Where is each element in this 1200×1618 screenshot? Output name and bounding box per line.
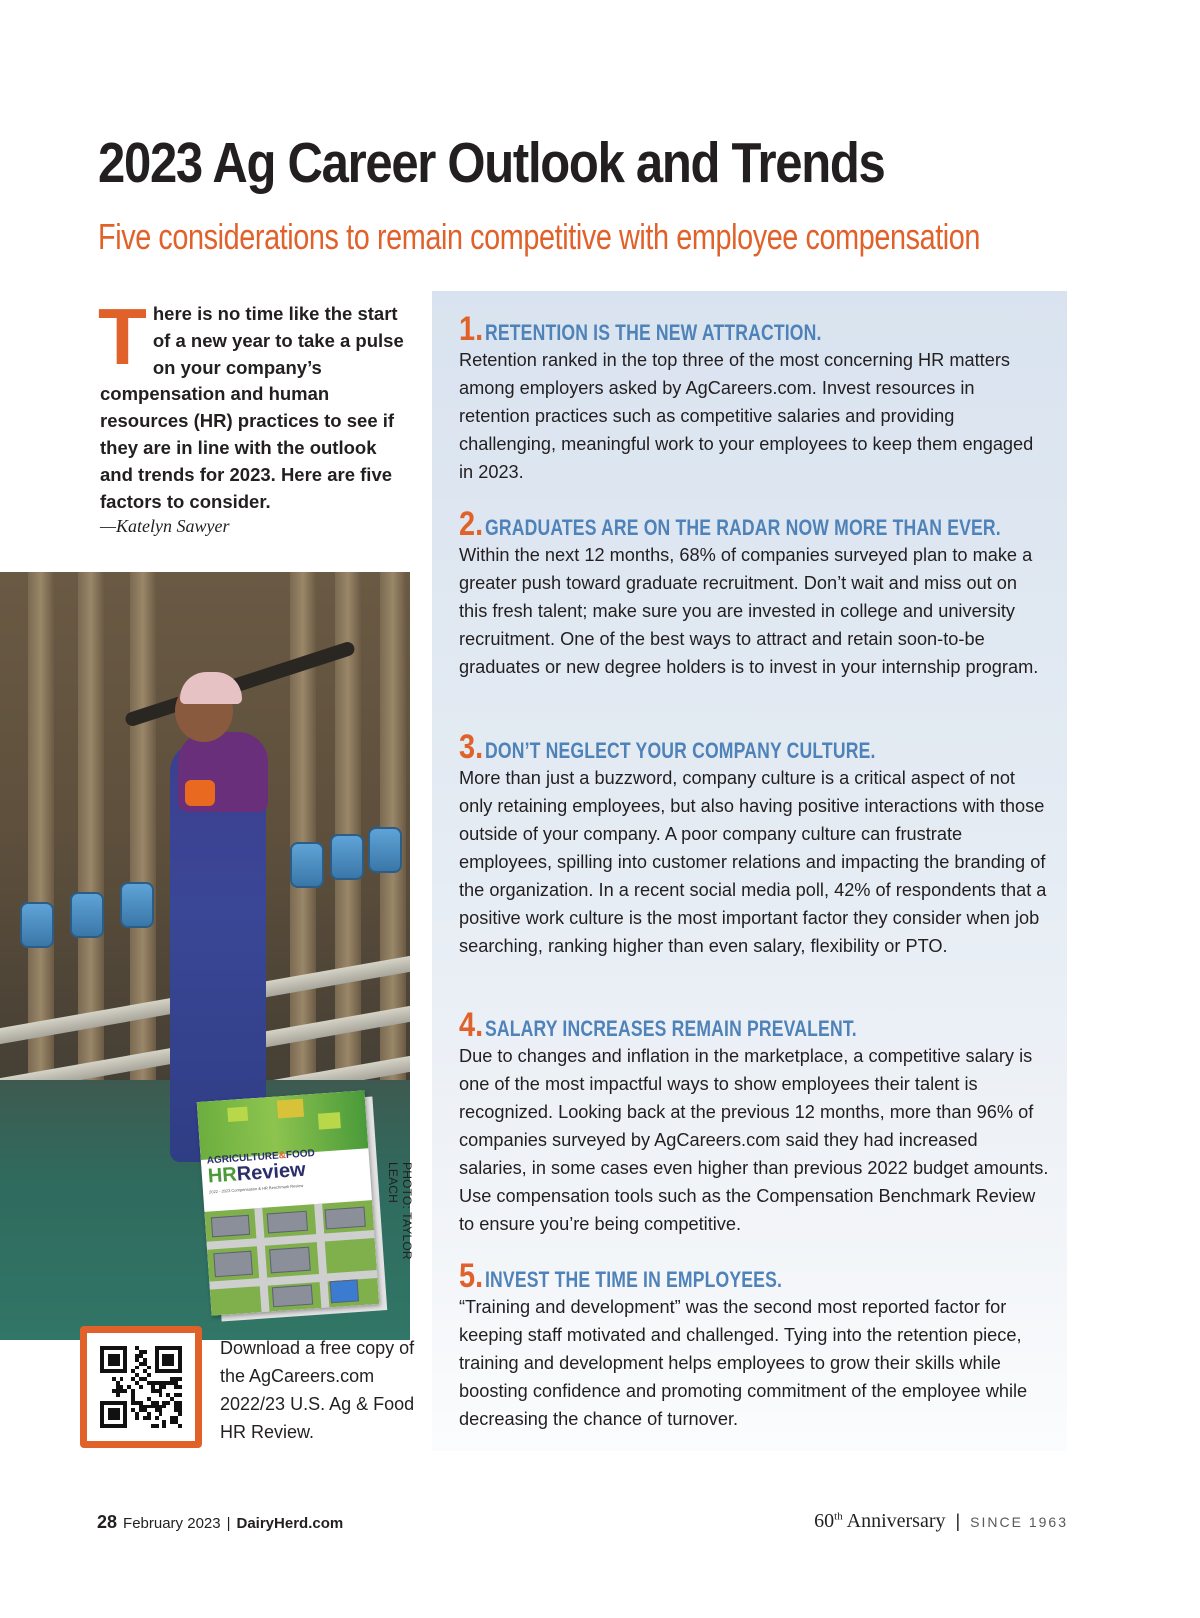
consideration-5 — [459, 1259, 1049, 1433]
item-body: Due to changes and inflation in the marketplace, a competitive salary is one of the most impactful ways to show employees their talent is recognized. Looking back at the previous 12 months, more than 96% of companies surveyed by AgCareers.com said they had increased salaries, in some cases even higher than previous 2022 budget amounts. Use compensation tools such as the Compensation Benchmark Review to ensure you’re being competitive. — [459, 1046, 1049, 1234]
item-title: SALARY INCREASES REMAIN PREVALENT. — [485, 1016, 858, 1041]
footer-folio — [97, 1512, 343, 1533]
item-title: GRADUATES ARE ON THE RADAR NOW MORE THAN EVER. — [485, 515, 1002, 540]
item-body: Within the next 12 months, 68% of companies surveyed plan to make a greater push toward graduate recruitment. Don’t wait and miss out on this fresh talent; make sure you are invested in college and university recruitment. One of the best ways to attract and retain soon-to-be graduates or new degree holders is to invest in your internship program. — [459, 545, 1039, 677]
intro-text: here is no time like the start of a new year to take a pulse on your company’s compensation and human resources (HR) practices to see if they are in line with the outlook and trends for 2023. Here are five factors to consider. — [100, 303, 404, 512]
hr-review-cover — [197, 1090, 380, 1315]
item-title: RETENTION IS THE NEW ATTRACTION. — [485, 320, 822, 345]
item-number: 5. — [459, 1257, 484, 1295]
consideration-1 — [459, 312, 1049, 486]
cover-line-agriculture: AGRICULTURE — [206, 1150, 280, 1167]
byline: —Katelyn Sawyer — [100, 516, 230, 536]
consideration-2 — [459, 507, 1049, 681]
anniversary-word: Anniversary — [846, 1510, 946, 1532]
since-year: SINCE 1963 — [970, 1514, 1068, 1530]
item-title: DON’T NEGLECT YOUR COMPANY CULTURE. — [485, 738, 876, 763]
qr-code[interactable] — [100, 1346, 182, 1428]
anniversary-number: 60 — [814, 1510, 835, 1532]
page-subtitle: Five considerations to remain competitive with employee compensation — [98, 216, 981, 257]
item-number: 3. — [459, 728, 484, 766]
footer-separator: | — [226, 1515, 231, 1532]
footer-separator: | — [955, 1511, 961, 1531]
anniversary-mark — [814, 1510, 1068, 1533]
consideration-3 — [459, 730, 1049, 960]
cover-line-review: Review — [236, 1158, 307, 1186]
photo-credit: PHOTO: TAYLOR LEACH — [386, 1162, 414, 1260]
item-number: 2. — [459, 505, 484, 543]
anniversary-suffix: th — [834, 1510, 843, 1523]
qr-caption: Download a free copy of the AgCareers.com 2022/23 U.S. Ag & Food HR Review. — [220, 1338, 415, 1442]
item-number: 1. — [459, 310, 484, 348]
issue-date: February 2023 — [123, 1515, 221, 1532]
drop-cap: T — [98, 292, 147, 381]
page-number: 28 — [97, 1512, 118, 1532]
site-name: DairyHerd.com — [236, 1515, 344, 1532]
item-body: Retention ranked in the top three of the most concerning HR matters among employers asked by AgCareers.com. Invest resources in retention practices such as competitive salaries and providing challenging, meaningful work to your employees to keep them engaged in 2023. — [459, 350, 1034, 482]
qr-code-frame[interactable] — [80, 1326, 202, 1448]
item-number: 4. — [459, 1006, 484, 1044]
item-title: INVEST THE TIME IN EMPLOYEES. — [485, 1267, 783, 1292]
page-title: 2023 Ag Career Outlook and Trends — [98, 131, 885, 195]
cover-line-subtitle: 2022 - 2023 Compensation & HR Benchmark Review — [208, 1182, 304, 1195]
cover-line-amp: & — [278, 1150, 287, 1162]
intro-paragraph — [98, 292, 410, 515]
cover-line-food: FOOD — [285, 1148, 316, 1162]
cover-line-hr: HR — [207, 1163, 238, 1188]
item-body: “Training and development” was the second most reported factor for keeping staff motivated and challenged. Tying into the retention piece, training and development helps employees to grow their skills while boosting confidence and promoting commitment of the employee while decreasing the chance of turnover. — [459, 1297, 1028, 1429]
item-body: More than just a buzzword, company culture is a critical aspect of not only retaining employees, but also having positive interactions with those outside of your company. A poor company culture can frustrate employees, spilling into customer relations and impacting the branding of the organization. In a recent social media poll, 42% of respondents that a positive work culture is the most important factor they consider when job searching, ranking higher than even salary, flexibility or PTO. — [459, 768, 1047, 956]
consideration-4 — [459, 1008, 1049, 1238]
